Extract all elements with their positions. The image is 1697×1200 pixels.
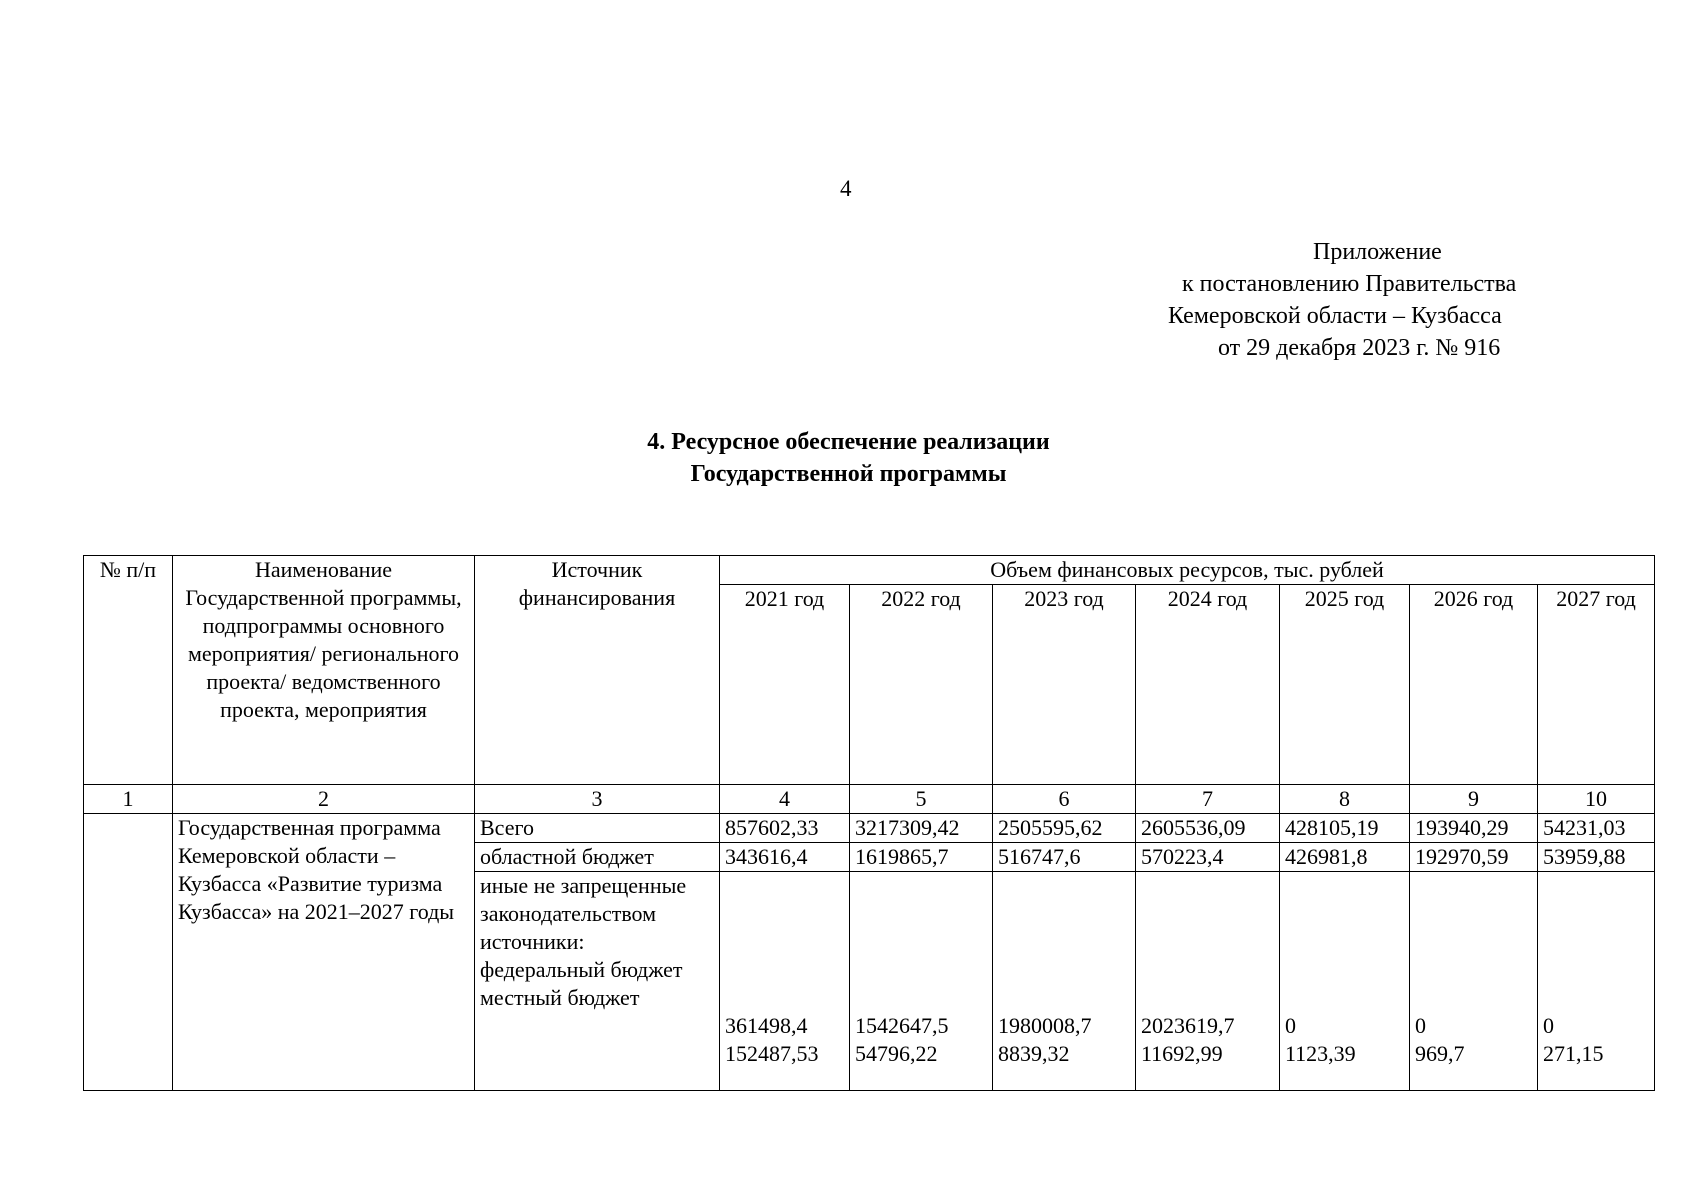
- table-header-row-1: [84, 556, 1655, 585]
- appendix-line-2: к постановлению Правительства: [1182, 271, 1517, 297]
- section-title-line-2: Государственной программы: [690, 461, 1007, 487]
- federal-value: 0: [1285, 1013, 1296, 1038]
- column-numbers-row: [84, 785, 1655, 814]
- value-cell: 3217309,42: [850, 814, 993, 843]
- appendix-line-4: от 29 декабря 2023 г. № 916: [1218, 335, 1501, 361]
- header-source: Источник финансирования: [475, 556, 720, 785]
- other-values-cell: [1410, 872, 1538, 1091]
- value-cell: 428105,19: [1280, 814, 1410, 843]
- value-cell: 426981,8: [1280, 843, 1410, 872]
- value-cell: 2605536,09: [1136, 814, 1280, 843]
- column-number: 10: [1538, 785, 1655, 814]
- resources-table: [83, 555, 1655, 1091]
- header-year-2024: 2024 год: [1136, 585, 1280, 785]
- local-value: 271,15: [1543, 1041, 1604, 1066]
- other-values-cell: [1280, 872, 1410, 1091]
- federal-value: 0: [1415, 1013, 1426, 1038]
- column-number: 8: [1280, 785, 1410, 814]
- appendix-block: [1160, 236, 1580, 364]
- value-cell: 516747,6: [993, 843, 1136, 872]
- program-name: Государственная программа Кемеровской области – Кузбасса «Развитие туризма Кузбасса» на 2021–2027 годы: [173, 814, 475, 1091]
- source-federal-label: федеральный бюджет: [480, 957, 683, 982]
- appendix-line-1: Приложение: [1313, 239, 1442, 265]
- local-value: 8839,32: [998, 1041, 1070, 1066]
- header-year-2025: 2025 год: [1280, 585, 1410, 785]
- row-num-cell: [84, 814, 173, 1091]
- value-cell: 54231,03: [1538, 814, 1655, 843]
- table-row-total: [84, 814, 1655, 843]
- value-cell: 2505595,62: [993, 814, 1136, 843]
- federal-value: 0: [1543, 1013, 1554, 1038]
- column-number: 2: [173, 785, 475, 814]
- column-number: 9: [1410, 785, 1538, 814]
- value-cell: 1619865,7: [850, 843, 993, 872]
- header-num: № п/п: [84, 556, 173, 785]
- header-year-2027: 2027 год: [1538, 585, 1655, 785]
- local-value: 11692,99: [1141, 1041, 1223, 1066]
- other-values-cell: [720, 872, 850, 1091]
- header-name: Наименование Государственной программы, подпрограммы основного мероприятия/ регионального проекта/ ведомственного проекта, мероприятия: [173, 556, 475, 785]
- federal-value: 1542647,5: [855, 1013, 949, 1038]
- value-cell: 192970,59: [1410, 843, 1538, 872]
- value-cell: 53959,88: [1538, 843, 1655, 872]
- header-year-2023: 2023 год: [993, 585, 1136, 785]
- local-value: 54796,22: [855, 1041, 938, 1066]
- source-other-label: иные не запрещенные законодательством источники:: [480, 873, 687, 954]
- column-number: 6: [993, 785, 1136, 814]
- value-cell: 343616,4: [720, 843, 850, 872]
- source-other: [475, 872, 720, 1091]
- column-number: 3: [475, 785, 720, 814]
- column-number: 5: [850, 785, 993, 814]
- header-year-2021: 2021 год: [720, 585, 850, 785]
- column-number: 4: [720, 785, 850, 814]
- header-volume: Объем финансовых ресурсов, тыс. рублей: [720, 556, 1655, 585]
- source-local-label: местный бюджет: [480, 985, 640, 1010]
- source-total: Всего: [475, 814, 720, 843]
- header-year-2022: 2022 год: [850, 585, 993, 785]
- local-value: 1123,39: [1285, 1041, 1356, 1066]
- header-year-2026: 2026 год: [1410, 585, 1538, 785]
- page-number: 4: [840, 176, 852, 201]
- federal-value: 1980008,7: [998, 1013, 1092, 1038]
- column-number: 1: [84, 785, 173, 814]
- value-cell: 857602,33: [720, 814, 850, 843]
- other-values-cell: [993, 872, 1136, 1091]
- federal-value: 361498,4: [725, 1013, 808, 1038]
- local-value: 152487,53: [725, 1041, 819, 1066]
- federal-value: 2023619,7: [1141, 1013, 1235, 1038]
- column-number: 7: [1136, 785, 1280, 814]
- section-title: [0, 426, 1697, 490]
- source-regional: областной бюджет: [475, 843, 720, 872]
- other-values-cell: [850, 872, 993, 1091]
- other-values-cell: [1538, 872, 1655, 1091]
- value-cell: 193940,29: [1410, 814, 1538, 843]
- value-cell: 570223,4: [1136, 843, 1280, 872]
- local-value: 969,7: [1415, 1041, 1465, 1066]
- section-title-line-1: 4. Ресурсное обеспечение реализации: [647, 429, 1050, 455]
- other-values-cell: [1136, 872, 1280, 1091]
- appendix-line-3: Кемеровской области – Кузбасса: [1168, 303, 1502, 329]
